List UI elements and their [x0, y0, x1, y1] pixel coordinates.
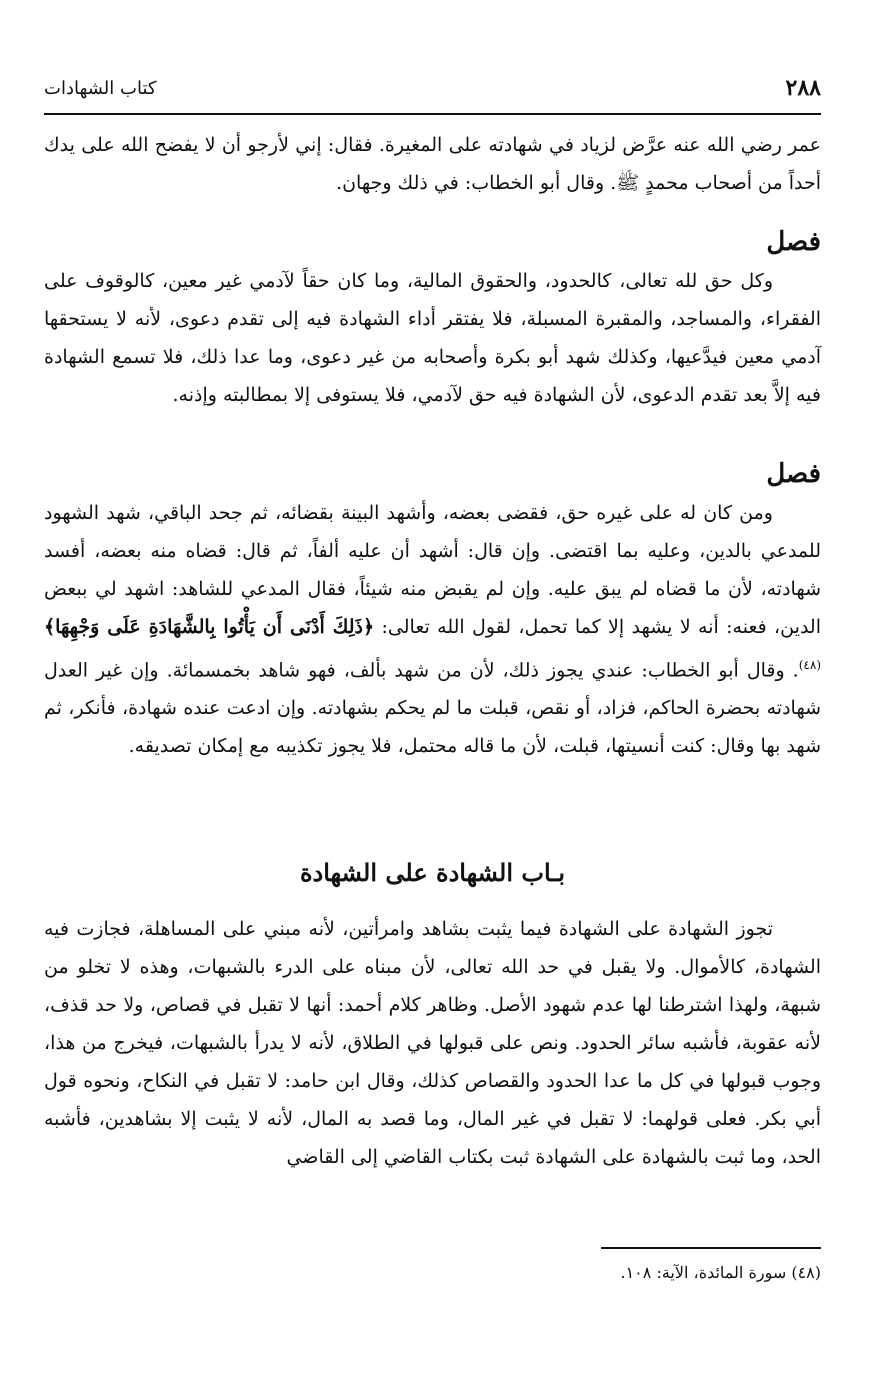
- section-paragraph: [44, 494, 821, 765]
- section-fasl-2: [44, 454, 821, 765]
- footnote-reference: (٤٨): [798, 658, 821, 672]
- chapter-paragraph: تجوز الشهادة على الشهادة فيما يثبت بشاهد وامرأتين، لأنه مبني على المساهلة، فجازت فيه الشهادة، كالأموال. ولا يقبل في حد الله تعالى، لأن مبناه على الدرء بالشبهات، وهذه لا تخلو من شبهة، ولهذا اشترطنا لها عدم شهود الأصل. وظاهر كلام أحمد: أنها لا تقبل في قصاص، ولا حد قذف، لأنه عقوبة، فأشبه سائر الحدود. ونص على قبولها في الطلاق، لأنه لا يدرأ بالشبهات، فيخرج من هذا، وجوب قبولها في كل ما عدا الحدود والقصاص كذلك، وقال ابن حامد: لا تقبل في النكاح، ونحوه قول أبي بكر. فعلى قولهما: لا تقبل في غير المال، وما قصد به المال، لأنه لا يثبت إلا بشاهدين، فأشبه الحد، وما ثبت بالشهادة على الشهادة ثبت بكتاب القاضي إلى القاضي: [44, 918, 821, 1168]
- continuation-paragraph: عمر رضي الله عنه عرَّض لزياد في شهادته على المغيرة. فقال: إني لأرجو أن لا يفضح الله على يدك أحداً من أصحاب محمدٍ ﷺ. وقال أبو الخطاب: في ذلك وجهان.: [44, 134, 821, 194]
- continuation-block: [44, 126, 821, 202]
- section-heading: فصل: [766, 227, 821, 257]
- paragraph-end: . وقال أبو الخطاب: عندي يجوز ذلك، لأن من شهد بألف، فهو شاهد بخمسمائة. وإن غير العدل شهادته بحضرة الحاكم، فزاد، أو نقص، قبلت ما لم يحكم بشهادته. وإن ادعت عنده شهادة، فأنكر، ثم شهد بها وقال: كنت أنسيتها، قبلت، لأن ما قاله محتمل، فلا يجوز تكذيبه مع إمكان تصديقه.: [44, 659, 821, 758]
- chapter-body: [44, 910, 821, 1176]
- footnote: (٤٨) سورة المائدة، الآية: ١٠٨.: [620, 1263, 821, 1282]
- paragraph-start: ومن كان له على غيره حق، فقضى بعضه، وأشهد البينة بقضائه، ثم جحد الباقي، شهد الشهود للمدعي بالدين، وعليه بما اقتضى. وإن قال: أشهد أن عليه ألفاً، ثم قال: قضاه منه بعضه، أفسد شهادته، لأن ما قضاه لم يبق عليه. وإن لم يقبض منه شيئاً، فقال المدعي للشاهد: اشهد لي ببعض الدين، فعنه: أنه لا يشهد إلا كما تحمل، لقول الله تعالى:: [44, 502, 821, 638]
- header-rule: [44, 113, 821, 115]
- running-header: [44, 68, 821, 108]
- footnote-rule: [601, 1247, 821, 1249]
- quran-verse: ﴿ذَلِكَ أَدْنَى أَن يَأْتُوا بِالشَّهَادَةِ عَلَى وَجْهِهَا﴾: [44, 616, 375, 638]
- book-title: كتاب الشهادات: [44, 77, 157, 99]
- section-heading: فصل: [766, 459, 821, 489]
- page-number: ٢٨٨: [785, 75, 821, 101]
- section-paragraph: وكل حق لله تعالى، كالحدود، والحقوق المالية، وما كان حقاً لآدمي غير معين، كالوقوف على الفقراء، والمساجد، والمقبرة المسبلة، فلا يفتقر أداء الشهادة فيه إلى تقدم دعوى، لأنه لا يستحقها آدمي معين فيدَّعيها، وكذلك شهد أبو بكرة وأصحابه من غير دعوى، وما عدا ذلك، فلا تسمع الشهادة فيه إلاَّ بعد تقدم الدعوى، لأن الشهادة فيه حق لآدمي، فلا يستوفى إلا بمطالبته وإذنه.: [44, 270, 821, 406]
- chapter-title: بـاب الشهادة على الشهادة: [299, 858, 565, 887]
- section-fasl-1: [44, 222, 821, 414]
